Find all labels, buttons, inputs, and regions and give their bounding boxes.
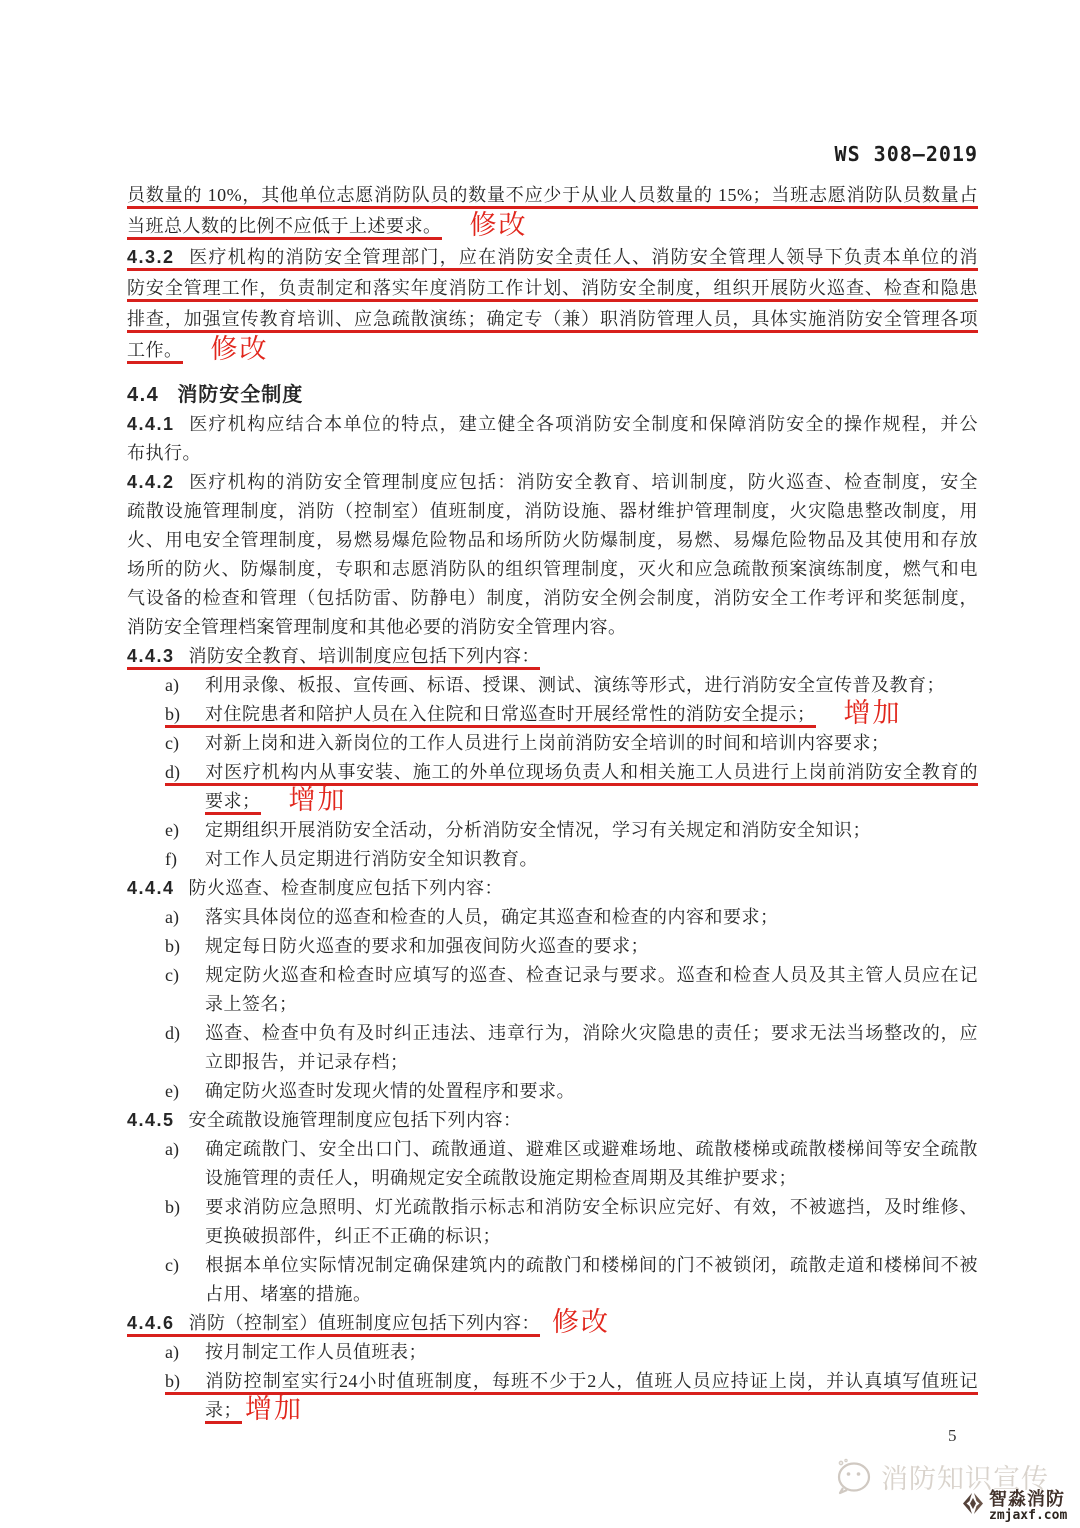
list-marker: a) — [165, 675, 179, 695]
line-text: 规定每日防火巡查的要求和加强夜间防火巡查的要求； — [205, 936, 649, 956]
list-marker: a) — [165, 1139, 179, 1159]
logo-name: 智淼消防 — [989, 1489, 1065, 1509]
line-text: 消防控制室实行24小时值班制度，每班不少于2人，值班人员应持证上岗，并认真填写值班记 — [205, 1371, 978, 1391]
line-text: 防火巡查、检查制度应包括下列内容： — [188, 878, 504, 898]
red-underlined-text — [127, 646, 540, 670]
list-item-line — [127, 1251, 978, 1280]
zhimiao-diamond-icon — [961, 1490, 985, 1518]
line-text: 录上签名； — [205, 994, 298, 1014]
red-annotation: 修改 — [552, 1307, 611, 1337]
list-item-line — [127, 758, 978, 787]
red-annotation: 修改 — [210, 334, 269, 364]
list-item-line — [127, 1077, 978, 1106]
list-marker: f) — [165, 849, 177, 869]
red-underlined-text — [205, 791, 261, 815]
red-annotation: 增加 — [288, 785, 347, 815]
line-text: 要求； — [205, 791, 261, 811]
list-marker: c) — [165, 965, 179, 985]
red-underlined-text — [127, 278, 978, 302]
document-body — [127, 180, 978, 1425]
line-text: 巡查、检查中负有及时纠正违法、违章行为，消除火灾隐患的责任；要求无法当场整改的，应 — [205, 1023, 978, 1043]
doc-line — [127, 990, 978, 1019]
clause-line — [127, 468, 978, 497]
line-text: 疏散设施管理制度，消防（控制室）值班制度，消防设施、器材维护管理制度，火灾隐患整改制度，用 — [127, 501, 978, 521]
line-text: 火、用电安全管理制度，易燃易爆危险物品和场所防火防爆制度，易燃、易爆危险物品及其使用和存放 — [127, 530, 978, 550]
line-text: 工作。 — [127, 340, 183, 360]
clause-number: 4.4.6 — [127, 1313, 175, 1333]
line-text: 占用、堵塞的措施。 — [205, 1284, 372, 1304]
doc-line — [127, 335, 978, 366]
line-text: 布执行。 — [127, 443, 201, 463]
line-text: 设施管理的责任人，明确规定安全疏散设施定期检查周期及其维护要求； — [205, 1168, 797, 1188]
line-text: 当班总人数的比例不应低于上述要求。 — [127, 216, 442, 236]
line-text: 定期组织开展消防安全活动，分析消防安全情况，学习有关规定和消防安全知识； — [205, 820, 871, 840]
red-underlined-text — [127, 340, 183, 364]
clause-line — [127, 642, 978, 671]
list-marker: d) — [165, 762, 180, 782]
list-marker: a) — [165, 907, 179, 927]
line-text: 落实具体岗位的巡查和检查的人员，确定其巡查和检查的内容和要求； — [205, 907, 779, 927]
list-item-line — [127, 903, 978, 932]
doc-line — [127, 439, 978, 468]
red-underlined-text — [127, 185, 978, 209]
line-text: 确定疏散门、安全出口门、疏散通道、避难区或避难场地、疏散楼梯或疏散楼梯间等安全疏散 — [205, 1139, 978, 1159]
red-underlined-text — [165, 704, 816, 728]
line-text: 排查，加强宣传教育培训、应急疏散演练；确定专（兼）职消防管理人员，具体实施消防安全管理各项 — [127, 309, 978, 329]
doc-line — [127, 1048, 978, 1077]
doc-line — [127, 304, 978, 335]
line-text: 录； — [205, 1400, 242, 1420]
doc-line — [127, 555, 978, 584]
line-text: 规定防火巡查和检查时应填写的巡查、检查记录与要求。巡查和检查人员及其主管人员应在记 — [205, 965, 978, 985]
section-heading — [127, 380, 978, 410]
doc-line — [127, 273, 978, 304]
line-text: 安全疏散设施管理制度应包括下列内容： — [188, 1110, 522, 1130]
doc-line — [127, 1396, 978, 1425]
list-item-line — [127, 845, 978, 874]
list-item-line — [127, 1135, 978, 1164]
watermark-text: 消防知识宣传 — [881, 1463, 1049, 1494]
list-item-line — [127, 671, 978, 700]
clause-number: 4.4.5 — [127, 1110, 175, 1130]
list-marker: e) — [165, 820, 179, 840]
standard-number-header: WS 308—2019 — [834, 142, 978, 166]
line-text: 对工作人员定期进行消防安全知识教育。 — [205, 849, 538, 869]
line-text: 场所的防火、防爆制度，专职和志愿消防队的组织管理制度，灭火和应急疏散预案演练制度，燃气和电 — [127, 559, 978, 579]
red-underlined-text — [165, 1371, 978, 1395]
clause-number: 4.4.3 — [127, 646, 175, 666]
red-underlined-text — [205, 1400, 242, 1424]
red-underlined-text — [165, 762, 978, 786]
line-text: 消防安全制度 — [177, 384, 304, 406]
line-text: 对医疗机构内从事安装、施工的外单位现场负责人和相关施工人员进行上岗前消防安全教育的 — [205, 762, 978, 782]
line-text: 利用录像、板报、宣传画、标语、授课、测试、演练等形式，进行消防安全宣传普及教育； — [205, 675, 945, 695]
doc-line — [127, 787, 978, 816]
wechat-chat-bubble-icon — [833, 1457, 873, 1495]
clause-line — [127, 1106, 978, 1135]
red-underlined-text — [127, 309, 978, 333]
red-annotation: 增加 — [843, 698, 902, 728]
list-item-line — [127, 1019, 978, 1048]
doc-line — [127, 180, 978, 211]
line-text: 医疗机构的消防安全管理部门，应在消防安全责任人、消防安全管理人领导下负责本单位的消 — [188, 247, 978, 267]
red-underlined-text — [127, 247, 978, 271]
red-annotation: 修改 — [469, 210, 528, 240]
list-marker: e) — [165, 1081, 179, 1101]
line-text: 根据本单位实际情况制定确保建筑内的疏散门和楼梯间的门不被锁闭，疏散走道和楼梯间不被 — [205, 1255, 978, 1275]
zhimiao-logo — [961, 1490, 1067, 1523]
red-annotation: 增加 — [245, 1394, 303, 1424]
line-text: 确定防火巡查时发现火情的处置程序和要求。 — [205, 1081, 575, 1101]
clause-number: 4.4 — [127, 384, 160, 406]
line-text: 员数量的 10%，其他单位志愿消防队员的数量不应少于从业人员数量的 15%；当班志愿消防队员数量占 — [127, 185, 978, 205]
list-marker: b) — [165, 1371, 180, 1391]
doc-line — [127, 211, 978, 242]
page-number: 5 — [948, 1426, 957, 1445]
clause-line — [127, 242, 978, 273]
doc-line — [127, 526, 978, 555]
list-item-line — [127, 700, 978, 729]
list-marker: c) — [165, 1255, 179, 1275]
red-underlined-text — [127, 216, 442, 240]
clause-line — [127, 410, 978, 439]
doc-line — [127, 613, 978, 642]
line-text: 医疗机构的消防安全管理制度应包括：消防安全教育、培训制度，防火巡查、检查制度，安全 — [188, 472, 978, 492]
doc-line — [127, 1164, 978, 1193]
doc-line — [127, 584, 978, 613]
list-marker: c) — [165, 733, 179, 753]
list-marker: d) — [165, 1023, 180, 1043]
clause-line — [127, 1309, 978, 1338]
line-text: 防安全管理工作，负责制定和落实年度消防工作计划、消防安全制度，组织开展防火巡查、检查和隐患 — [127, 278, 978, 298]
list-item-line — [127, 1338, 978, 1367]
list-item-line — [127, 1193, 978, 1222]
doc-line — [127, 1222, 978, 1251]
line-text: 对新上岗和进入新岗位的工作人员进行上岗前消防安全培训的时间和培训内容要求； — [205, 733, 890, 753]
clause-number: 4.4.2 — [127, 472, 175, 492]
line-text: 消防安全管理档案管理制度和其他必要的消防安全管理内容。 — [127, 617, 627, 637]
doc-line — [127, 497, 978, 526]
line-text: 要求消防应急照明、灯光疏散指示标志和消防安全标识应完好、有效，不被遮挡，及时维修、 — [205, 1197, 978, 1217]
clause-number: 4.4.4 — [127, 878, 175, 898]
line-text: 消防（控制室）值班制度应包括下列内容： — [188, 1313, 541, 1333]
clause-number: 4.4.1 — [127, 414, 175, 434]
red-underlined-text — [127, 1313, 540, 1337]
list-marker: b) — [165, 936, 180, 956]
doc-line — [127, 1280, 978, 1309]
list-item-line — [127, 1367, 978, 1396]
list-marker: a) — [165, 1342, 179, 1362]
list-marker: b) — [165, 1197, 180, 1217]
list-item-line — [127, 961, 978, 990]
line-text: 医疗机构应结合本单位的特点，建立健全各项消防安全制度和保障消防安全的操作规程，并公 — [188, 414, 978, 434]
line-text: 更换破损部件，纠正不正确的标识； — [205, 1226, 501, 1246]
line-text: 立即报告，并记录存档； — [205, 1052, 409, 1072]
list-marker: b) — [165, 704, 180, 724]
line-text: 消防安全教育、培训制度应包括下列内容： — [188, 646, 541, 666]
clause-line — [127, 874, 978, 903]
line-text: 按月制定工作人员值班表； — [205, 1342, 427, 1362]
clause-number: 4.3.2 — [127, 247, 175, 267]
line-text: 气设备的检查和管理（包括防雷、防静电）制度，消防安全例会制度，消防安全工作考评和奖惩制度， — [127, 588, 978, 608]
line-text: 对住院患者和陪护人员在入住院和日常巡查时开展经常性的消防安全提示； — [205, 704, 816, 724]
list-item-line — [127, 932, 978, 961]
list-item-line — [127, 816, 978, 845]
list-item-line — [127, 729, 978, 758]
logo-url: zmjaxf.com — [989, 1507, 1068, 1523]
